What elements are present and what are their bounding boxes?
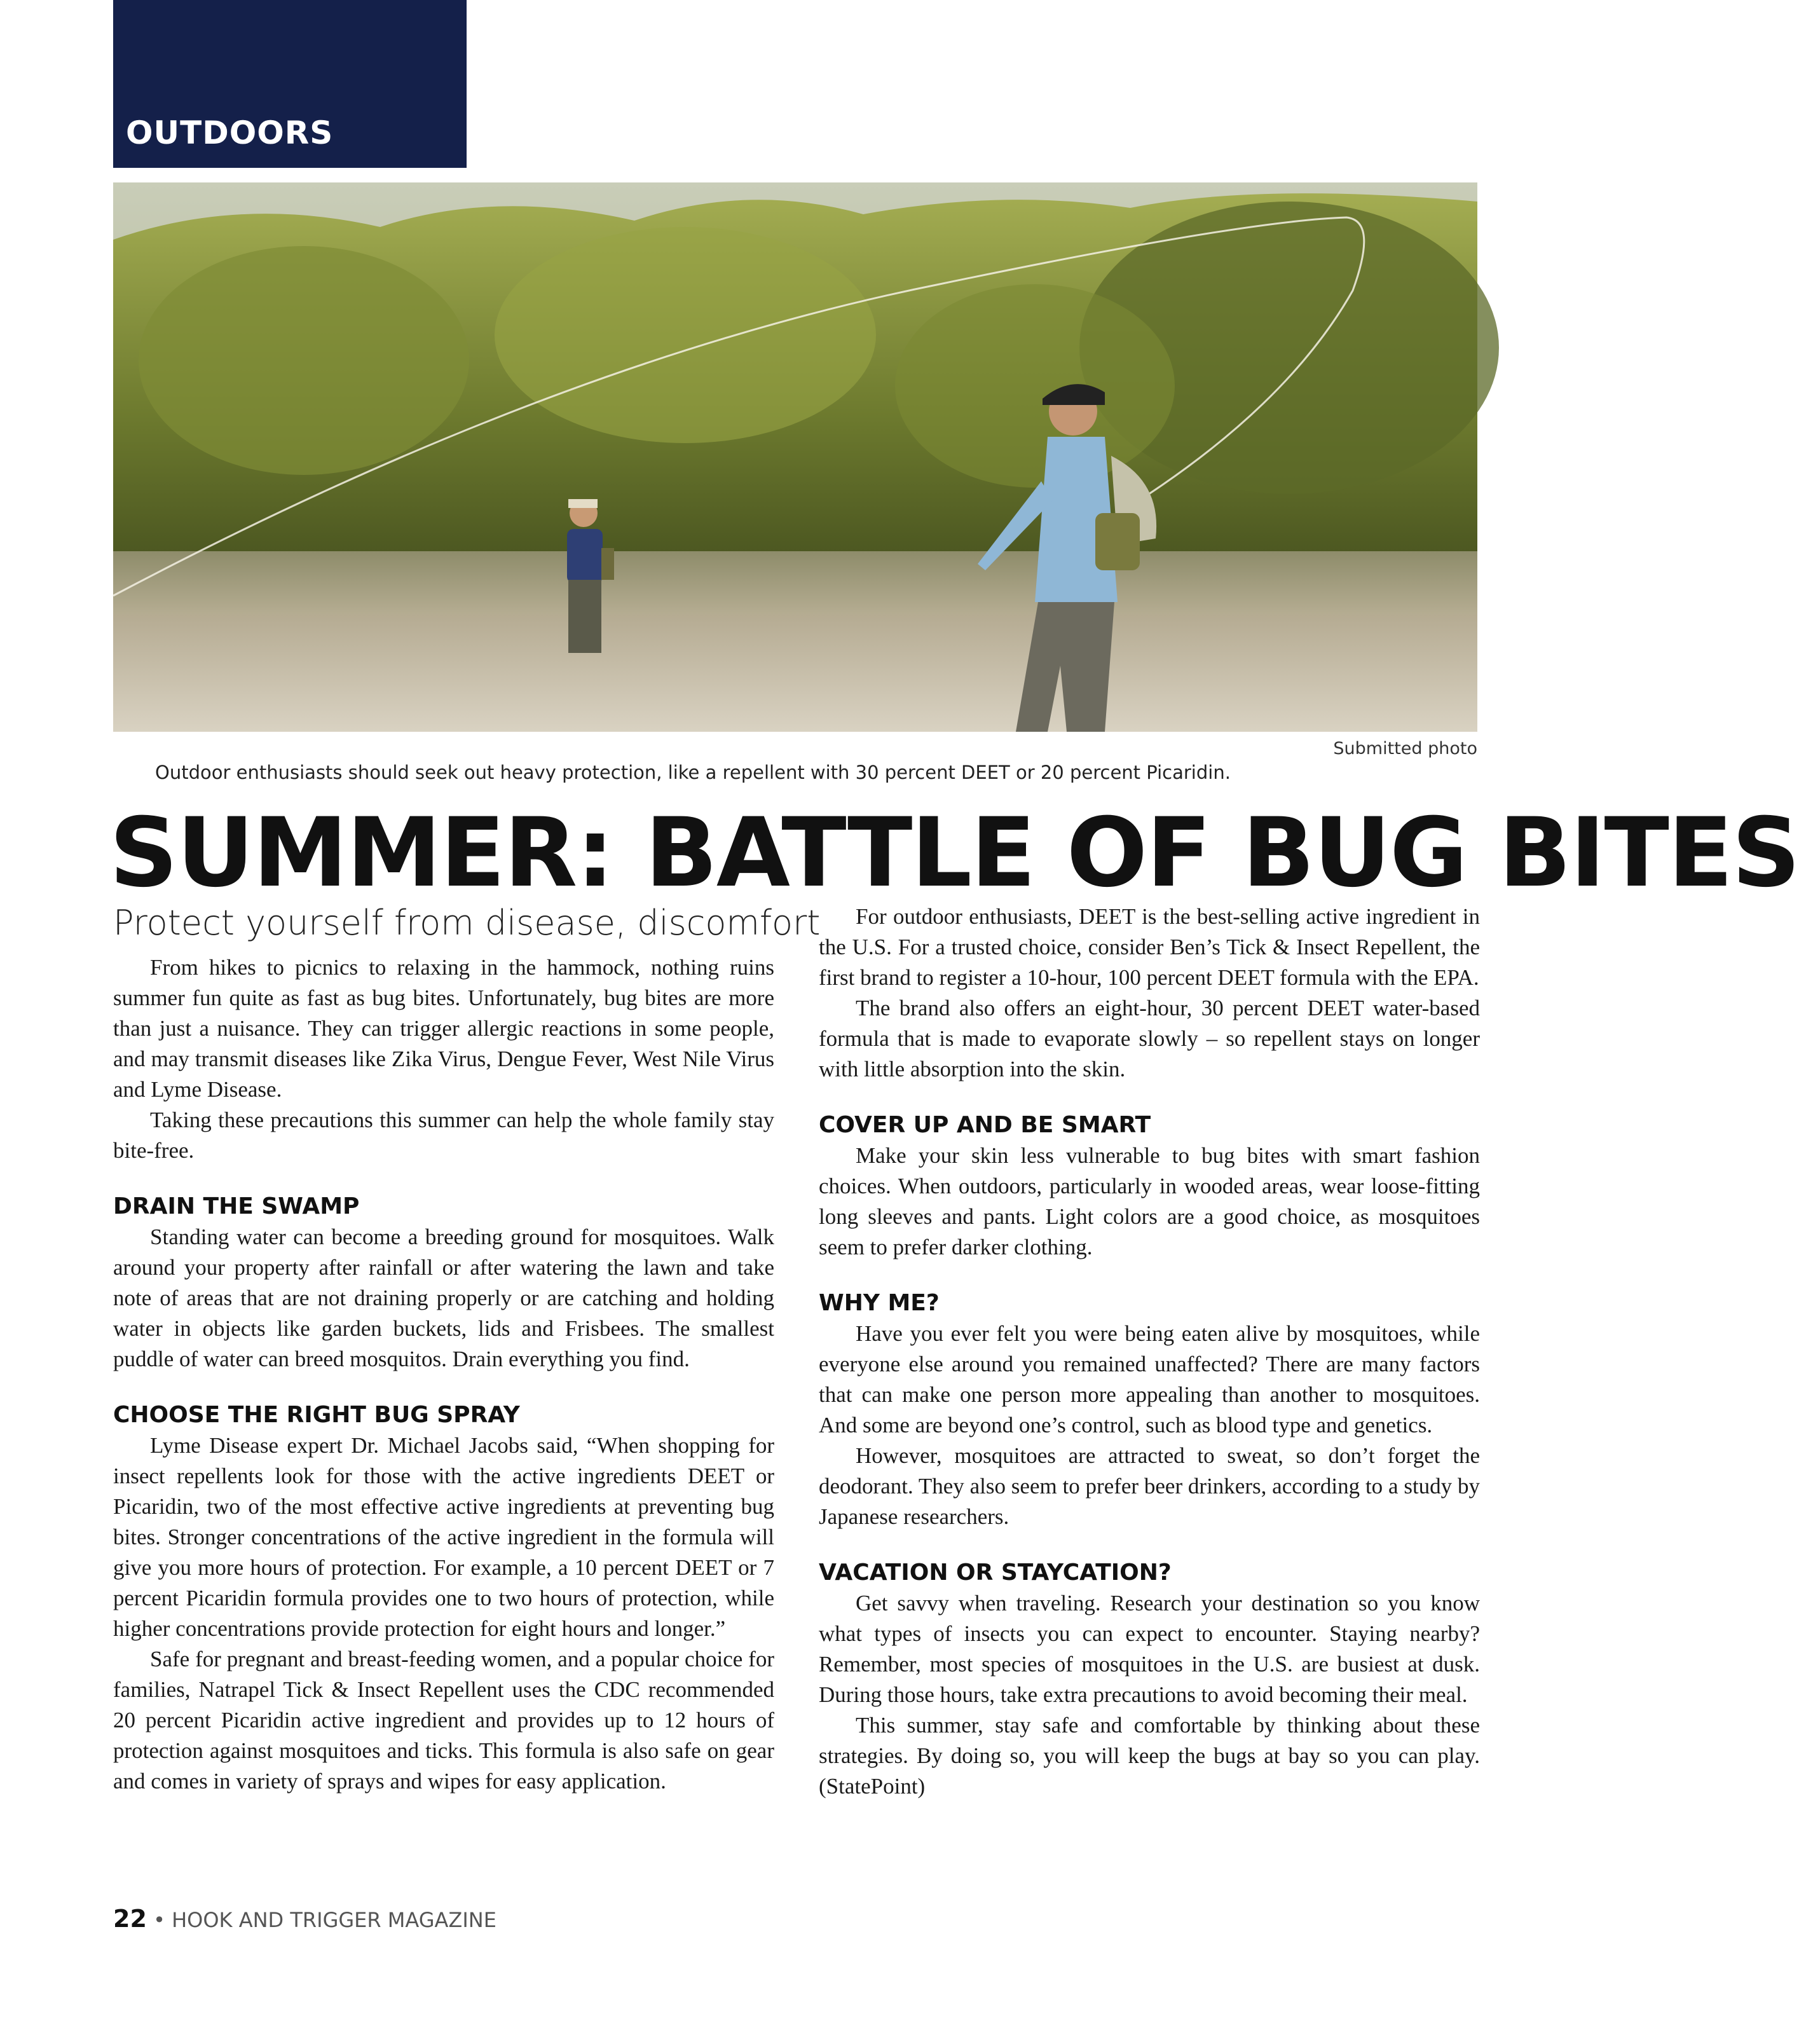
paragraph: The brand also offers an eight-hour, 30 percent DEET water-based formula that is made to evaporate slowly – so repellent stays on longer with little absorption into the skin.	[819, 996, 1480, 1081]
section-heading: VACATION OR STAYCATION?	[819, 1560, 1172, 1586]
paragraph: Lyme Disease expert Dr. Michael Jacobs said, “When shopping for insect repellents look for those with the active ingredients DEET or Picaridin, two of the most effective active ingredients at preventing bug bites. Stronger concentrations of the active ingredient in the formula will give you more hours of protection. For example, a 10 percent DEET or 7 percent Picaridin formula provides one to two hours of protection, while higher concentrations provide protection for eight hours and longer.”	[113, 1433, 774, 1641]
paragraph: From hikes to picnics to relaxing in the hammock, nothing ruins summer fun quite as fast as bug bites. Unfortunately, bug bites are more than just a nuisance. They can trigger allergic reactions in some people, and may transmit diseases like Zika Virus, Dengue Fever, West Nile Virus and Lyme Disease.	[113, 955, 774, 1102]
photo-caption: Outdoor enthusiasts should seek out heavy protection, like a repellent with 30 percent DEET or 20 percent Picaridin.	[155, 762, 1231, 783]
page-number: 22	[113, 1905, 147, 1933]
section-tab	[113, 0, 467, 168]
paragraph: Standing water can become a breeding ground for mosquitoes. Walk around your property after rainfall or after watering the lawn and take note of areas that are not draining properly or are catching and holding water in objects like garden buckets, lids and Frisbees. The smallest puddle of water can breed mosquitos. Drain everything you find.	[113, 1224, 774, 1371]
section-heading: WHY ME?	[819, 1290, 940, 1316]
photo-credit: Submitted photo	[1333, 739, 1477, 758]
paragraph: Have you ever felt you were being eaten alive by mosquitoes, while everyone else around you remained unaffected? There are many factors that can make one person more appealing than another to mosquitoes. And some are beyond one’s control, such as blood type and genetics.	[819, 1321, 1480, 1437]
right-column	[819, 902, 1480, 1802]
feature-photo	[113, 182, 1477, 732]
section-heading: DRAIN THE SWAMP	[113, 1193, 360, 1219]
fly-fishing-photo	[113, 182, 1477, 732]
section-label: OUTDOORS	[126, 114, 334, 151]
left-column	[113, 902, 821, 1797]
magazine-name: HOOK AND TRIGGER MAGAZINE	[172, 1908, 496, 1932]
paragraph: Taking these precautions this summer can help the whole family stay bite-free.	[113, 1108, 774, 1163]
paragraph: Safe for pregnant and breast-feeding women, and a popular choice for families, Natrapel Tick & Insect Repellent uses the CDC recommended 20 percent Picaridin active ingredient and provides up to 12 hours of protection against mosquitoes and ticks. This formula is also safe on gear and comes in variety of sprays and wipes for easy application.	[113, 1647, 774, 1794]
page-footer	[113, 1905, 496, 1933]
paragraph: Make your skin less vulnerable to bug bites with smart fashion choices. When outdoors, particularly in wooded areas, wear loose-fitting long sleeves and pants. Light colors are a good choice, as mosquitoes seem to prefer darker clothing.	[819, 1143, 1480, 1259]
paragraph: This summer, stay safe and comfortable by thinking about these strategies. By doing so, you will keep the bugs at bay so you can play. (StatePoint)	[819, 1713, 1480, 1799]
section-heading: CHOOSE THE RIGHT BUG SPRAY	[113, 1402, 520, 1428]
subhead: Protect yourself from disease, discomfort	[113, 903, 821, 943]
section-heading: COVER UP AND BE SMART	[819, 1112, 1151, 1138]
headline: SUMMER: BATTLE OF BUG BITES	[109, 798, 1799, 909]
paragraph: Get savvy when traveling. Research your destination so you know what types of insects you can expect to encounter. Staying nearby? Remember, most species of mosquitoes in the U.S. are busiest at dusk. During those hours, take extra precautions to avoid becoming their meal.	[819, 1591, 1480, 1707]
footer-bullet: •	[153, 1908, 165, 1932]
paragraph: For outdoor enthusiasts, DEET is the best-selling active ingredient in the U.S. For a trusted choice, consider Ben’s Tick & Insect Repellent, the first brand to register a 10-hour, 100 percent DEET formula with the EPA.	[819, 904, 1480, 990]
paragraph: However, mosquitoes are attracted to sweat, so don’t forget the deodorant. They also seem to prefer beer drinkers, according to a study by Japanese researchers.	[819, 1443, 1480, 1529]
